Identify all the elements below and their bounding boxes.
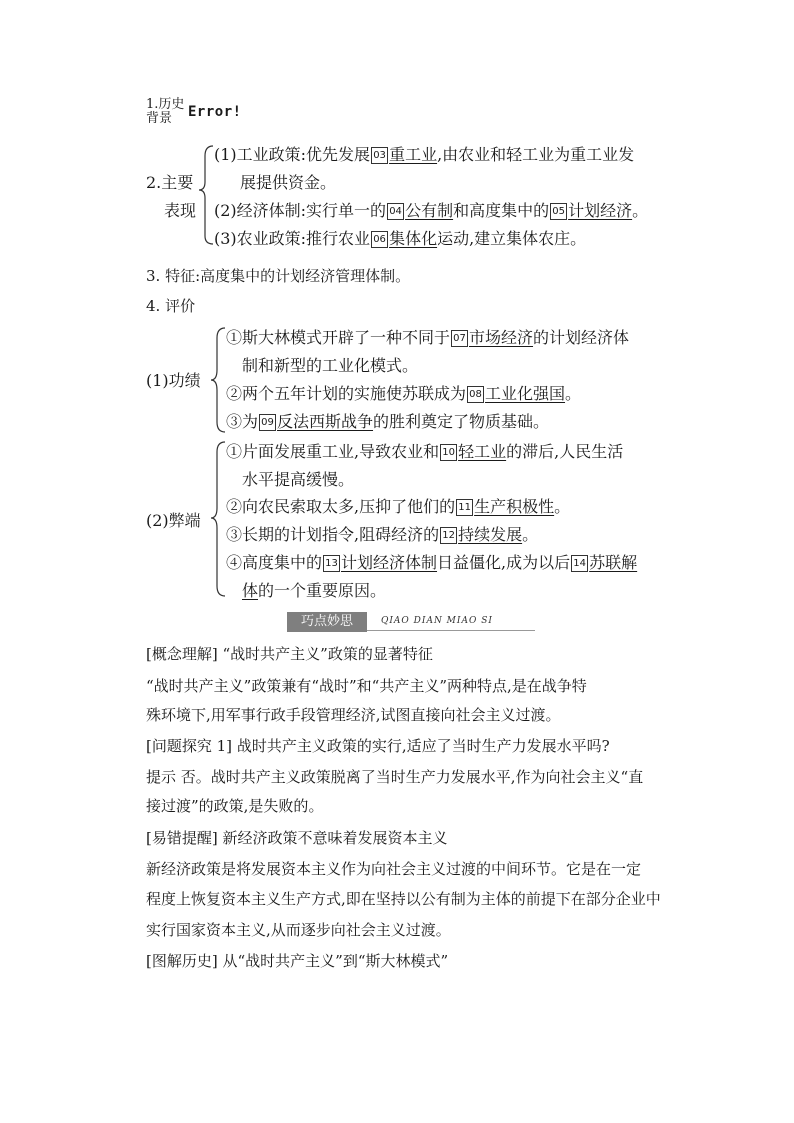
section2-item1-cont: 展提供资金。: [240, 173, 337, 192]
blank-number: 03: [371, 147, 388, 164]
blank-number: 04: [387, 203, 404, 220]
flaws-item3: [226, 524, 538, 546]
concept-line1: “战时共产主义”政策兼有“战时”和“共产主义”两种特点,是在战争特: [146, 677, 587, 695]
flaws-item2: [226, 496, 570, 518]
section-title: 从“战时共产主义”到“斯大林模式”: [222, 952, 449, 970]
flaws-item4-cont: [242, 580, 386, 602]
key-term: 市场经济: [469, 328, 534, 347]
section-tag: [图解历史]: [146, 952, 218, 970]
mistake-line2: 程度上恢复资本主义生产方式,即在坚持以公有制为主体的前提下在部分企业中: [146, 890, 661, 908]
key-term: 计划经济体制: [341, 553, 438, 572]
item-text: 。: [632, 201, 649, 220]
explore-line1: 提示 否。战时共产主义政策脱离了当时生产力发展水平,作为向社会主义“直: [146, 768, 644, 786]
item-text: 日益僵化,成为以后: [437, 553, 571, 572]
item-text: 和高度集中的: [453, 201, 550, 220]
key-term: 苏联解: [589, 553, 638, 572]
item-text: ①片面发展重工业,导致农业和: [226, 442, 440, 461]
key-term: 重工业: [389, 145, 438, 164]
explore-line2: 接过渡”的政策,是失败的。: [146, 797, 324, 815]
item-text: 。: [554, 497, 571, 516]
key-term: 集体化: [389, 229, 438, 248]
key-term: 轻工业: [458, 442, 507, 461]
item-text: ④高度集中的: [226, 553, 323, 572]
section1-label-line1: 1.历史: [146, 97, 185, 112]
section1-label-line2: 背景: [146, 111, 173, 126]
blank-number: 12: [440, 527, 457, 544]
item-text: (2)经济体制:实行单一的: [214, 201, 387, 220]
item-text: 。: [522, 525, 539, 544]
blank-number: 14: [571, 555, 588, 572]
item-text: ②向农民索取太多,压抑了他们的: [226, 497, 456, 516]
key-term: 工业化强国: [485, 384, 566, 403]
merits-item1-cont: 制和新型的工业化模式。: [242, 356, 419, 375]
blank-number: 06: [371, 231, 388, 248]
key-term: 生产积极性: [474, 497, 555, 516]
banner-divider: [367, 630, 535, 631]
item-text: ③为: [226, 412, 259, 431]
section4-heading: 4. 评价: [146, 297, 196, 315]
flaws-label: (2)弊端: [146, 511, 201, 530]
flaws-item1: [226, 441, 623, 463]
key-term: 体: [242, 581, 259, 600]
blank-number: 07: [451, 330, 468, 347]
section-title: “战时共产主义”政策的显著特征: [222, 645, 433, 663]
blank-number: 09: [259, 414, 276, 431]
item-text: ①斯大林模式开辟了一种不同于: [226, 328, 451, 347]
key-term: 持续发展: [458, 525, 523, 544]
mistake-line3: 实行国家资本主义,从而逐步向社会主义过渡。: [146, 921, 451, 939]
item-text: (1)工业政策:优先发展: [214, 145, 371, 164]
section-title: 战时共产主义政策的实行,适应了当时生产力发展水平吗?: [236, 737, 610, 755]
item-text: 的滞后,人民生活: [506, 442, 624, 461]
concept-heading: [146, 644, 433, 664]
key-term: 反法西斯战争: [277, 412, 374, 431]
flaws-item4: [226, 552, 637, 574]
section-tag: [易错提醒]: [146, 829, 218, 847]
tips-banner-pinyin: QIAO DIAN MIAO SI: [381, 616, 493, 626]
item-text: 的计划经济体: [533, 328, 630, 347]
merits-label: (1)功绩: [146, 371, 201, 390]
section2-label-line1: 2.主要: [146, 173, 194, 192]
explore-heading: [146, 736, 610, 756]
key-term: 计划经济: [568, 201, 633, 220]
key-term: 公有制: [405, 201, 454, 220]
diagram-heading: [146, 951, 448, 971]
item-text: 。: [565, 384, 582, 403]
section3-feature: 3. 特征:高度集中的计划经济管理体制。: [146, 267, 411, 285]
blank-number: 10: [440, 444, 457, 461]
item-text: (3)农业政策:推行农业: [214, 229, 371, 248]
item-text: 的一个重要原因。: [258, 581, 387, 600]
mistake-heading: [146, 828, 448, 848]
mistake-line1: 新经济政策是将发展资本主义作为向社会主义过渡的中间环节。它是在一定: [146, 860, 642, 878]
section-tag: [概念理解]: [146, 645, 218, 663]
item-text: 的胜利奠定了物质基础。: [373, 412, 550, 431]
blank-number: 08: [467, 386, 484, 403]
section-title: 新经济政策不意味着发展资本主义: [222, 829, 448, 847]
section-tag: [问题探究 1]: [146, 737, 233, 755]
section2-label-line2: 表现: [164, 201, 197, 220]
item-text: ③长期的计划指令,阻碍经济的: [226, 525, 440, 544]
blank-number: 11: [456, 499, 473, 516]
tips-banner: 巧点妙思: [287, 612, 367, 632]
flaws-item1-cont: 水平提高缓慢。: [242, 470, 355, 489]
error-text: Error!: [188, 104, 242, 120]
item-text: ,由农业和轻工业为重工业发: [437, 145, 635, 164]
item-text: 运动,建立集体农庄。: [437, 229, 587, 248]
blank-number: 13: [323, 555, 340, 572]
blank-number: 05: [550, 203, 567, 220]
concept-line2: 殊环境下,用军事行政手段管理经济,试图直接向社会主义过渡。: [146, 706, 561, 724]
item-text: ②两个五年计划的实施使苏联成为: [226, 384, 467, 403]
